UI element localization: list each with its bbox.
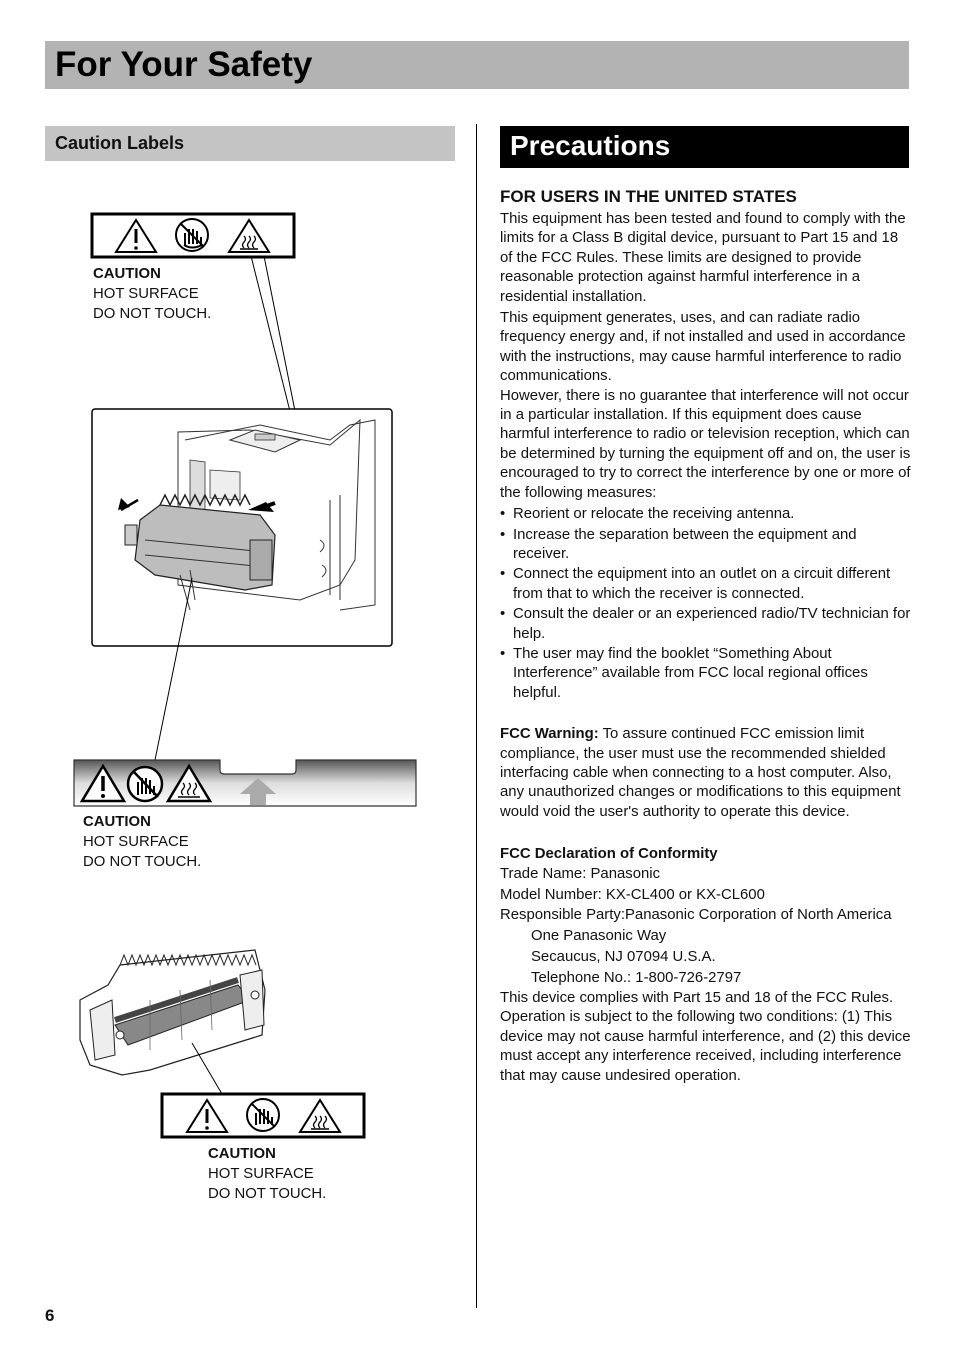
- measures-list: [500, 505, 912, 703]
- caution-line: DO NOT TOUCH.: [208, 1186, 327, 1202]
- caution-line: HOT SURFACE: [208, 1166, 314, 1182]
- fcc-warning-label: FCC Warning:: [500, 726, 599, 743]
- list-item: • Reorient or relocate the receiving antenna.: [500, 505, 912, 524]
- fuser-unit-illustration: [80, 950, 265, 1075]
- caution-label-2: [74, 760, 416, 806]
- fcc-warning: [500, 725, 912, 822]
- caution-text-1: [93, 264, 211, 324]
- list-item: • Consult the dealer or an experienced radio/TV technician for help.: [500, 605, 912, 644]
- caution-title: CAUTION: [93, 266, 161, 282]
- paragraph: This equipment generates, uses, and can radiate radio frequency energy and, if not installed and used in accordance with the instructions, may cause harmful interference to radio communications.: [500, 310, 906, 385]
- model-number: Model Number: KX-CL400 or KX-CL600: [500, 886, 765, 903]
- us-users-heading: FOR USERS IN THE UNITED STATES: [500, 187, 797, 206]
- address-line: One Panasonic Way: [531, 927, 667, 944]
- caution-text-3: [208, 1144, 326, 1204]
- list-item: • Connect the equipment into an outlet on a circuit different from that to which the receiver is connected.: [500, 565, 912, 604]
- declaration-title: FCC Declaration of Conformity: [500, 846, 718, 863]
- complies-statement: This device complies with Part 15 and 18 of the FCC Rules.: [500, 989, 894, 1006]
- page-title: For Your Safety: [55, 45, 313, 84]
- caution-line: HOT SURFACE: [93, 286, 199, 302]
- caution-line: HOT SURFACE: [83, 834, 189, 850]
- caution-label-3: [162, 1094, 364, 1137]
- caution-text-2: [83, 812, 201, 872]
- printer-fuser-illustration: [92, 409, 392, 646]
- caution-line: DO NOT TOUCH.: [83, 854, 202, 870]
- operation-conditions: Operation is subject to the following two conditions: (1) This device may not cause harmful interference, and (2) this device must accept any interference received, including interference that may cause undesired operation.: [500, 1009, 911, 1084]
- responsible-party: Responsible Party:Panasonic Corporation of North America: [500, 907, 892, 924]
- no-touch-hand-icon: [128, 767, 162, 801]
- caution-label-1: [92, 214, 294, 257]
- caution-title: CAUTION: [208, 1146, 276, 1162]
- caution-labels-title: Caution Labels: [55, 133, 185, 153]
- address-line: Secaucus, NJ 07094 U.S.A.: [531, 948, 716, 965]
- list-item: • Increase the separation between the equipment and receiver.: [500, 526, 912, 565]
- fcc-warning-text: To assure continued FCC emission limit compliance, the user must use the recommended shielded interfacing cable when connecting to a host computer. Also, any unauthorized changes or modifications to this equipment would void the user's authority to operate this device.: [500, 726, 901, 820]
- paragraph: This equipment has been tested and found to comply with the limits for a Class B digital device, pursuant to Part 15 and 18 of the FCC Rules. These limits are designed to provide reasonable protection against harmful interference in a residential installation.: [500, 211, 906, 305]
- paragraph: However, there is no guarantee that interference will not occur in a particular installation. If this equipment does cause harmful interference to radio or television reception, which can be determined by turning the equipment off and on, the user is encouraged to try to correct the interference by one or more of the following measures:: [500, 387, 911, 501]
- trade-name: Trade Name: Panasonic: [500, 866, 661, 883]
- caution-line: DO NOT TOUCH.: [93, 306, 212, 322]
- list-item: • The user may find the booklet “Something About Interference” available from FCC local regional offices helpful.: [500, 645, 912, 703]
- caution-title: CAUTION: [83, 814, 151, 830]
- precautions-body: [500, 186, 912, 1086]
- page-number: 6: [45, 1306, 55, 1325]
- precautions-title: Precautions: [510, 130, 671, 161]
- telephone: Telephone No.: 1-800-726-2797: [531, 969, 742, 986]
